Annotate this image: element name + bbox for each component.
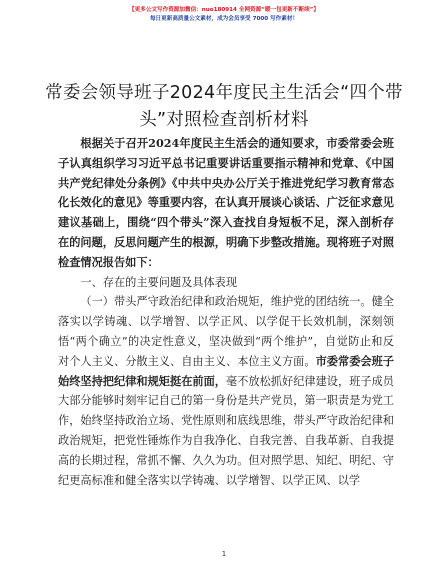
promo-banner-line2: 每日更新高质量公文素材，成为会员享受 7000 写作素材！ [149,16,299,22]
para2-text: 毫不放松抓好纪律建设，班子成员大部分能够时刻牢记自己的第一身份是共产党员，第一职责是为党工作，始终坚持政治立场、党性原则和底线思维，带头严守政治纪律和政治规矩，把党性锤炼作为自我净化、自我完善、自我革新、自我提高的长期过程，常抓不懈、久久为功。但对照学思、知纪、明纪、守纪更高标准和健全落实以学铸魂、以学增智、以学正风、以学 [58,374,394,487]
intro-paragraph: 根据关于召开2024年度民主生活会的通知要求，市委常委会班子认真组织学习习近平总书记重要讲话重要指示精神和党章、《中国共产党纪律处分条例》《中共中央办公厅关于推进党纪学习教育常态化长效化的意见》等重要内容，在认真开展谈心谈话、广泛征求意见建议基础上，围绕“四个带头”深入查找自身短板不足，深入剖析存在的问题，反思问题产生的根源，明确下步整改措施。现将班子对照检查情况报告如下： [58,136,394,269]
document-title: 常委会领导班子2024年度民主生活会“四个带头”对照检查剖析材料 [45,83,403,130]
page-number: 1 [221,550,227,558]
section-heading: 一、存在的主要问题及具体表现 [80,275,238,289]
para1-text: 健全落实以学铸魂、以学增智、以学正风、以学促干长效机制，深刻领悟“两个确立”的决定性意义，坚决做到“两个维护”，自觉防止和反对个人主义、分散主义、自由主义、本位主义方面。 [58,295,394,368]
sub-heading [58,292,394,490]
promo-banner [0,6,448,24]
para1-bold-text: 市委常委会班子始终坚持把纪律和规矩挺在前面， [58,353,394,388]
document-body [58,134,394,490]
promo-banner-line1: 【更多公文写作资源加微信：nuo180914 全网资源“暖一包更新不断续”】 [129,7,319,13]
sub-heading-text: （一）带头严守政治纪律和政治规矩，维护党的团结统一。 [80,295,372,309]
